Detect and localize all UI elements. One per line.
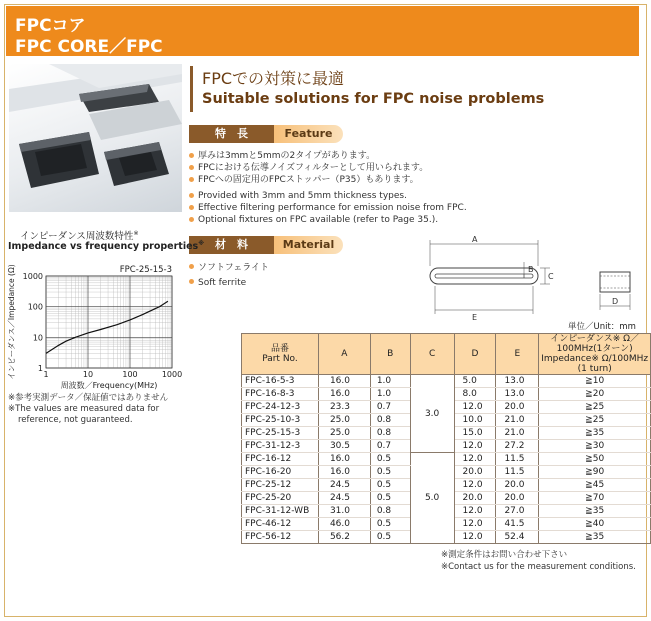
- feature-item: Provided with 3mm and 5mm thickness types.: [189, 190, 467, 202]
- cell-b: 0.7: [370, 440, 410, 453]
- left-note-line: ※The values are measured data for: [8, 404, 160, 414]
- cell-e: 41.5: [496, 518, 539, 531]
- cell-impedance: ≧10: [539, 375, 651, 388]
- cell-a: 31.0: [318, 505, 370, 518]
- cell-b: 0.8: [370, 505, 410, 518]
- cell-part-no: FPC-16-20: [242, 466, 319, 479]
- feature-section-bar: [189, 125, 343, 143]
- dim-label-a: A: [472, 235, 478, 244]
- right-note-line: ※Contact us for the measurement conditions.: [441, 561, 636, 572]
- cell-d: 20.0: [454, 466, 496, 479]
- cell-d: 15.0: [454, 427, 496, 440]
- cell-e: 20.0: [496, 479, 539, 492]
- x-tick-label: 1: [43, 370, 49, 379]
- cell-impedance: ≧45: [539, 479, 651, 492]
- left-note-line: reference, not guaranteed.: [18, 415, 133, 425]
- cell-e: 27.2: [496, 440, 539, 453]
- cell-part-no: FPC-24-12-3: [242, 401, 319, 414]
- cell-impedance: ≧25: [539, 401, 651, 414]
- page-header: [6, 6, 639, 56]
- x-tick-label: 1000: [161, 370, 183, 379]
- cell-part-no: FPC-46-12: [242, 518, 319, 531]
- cell-impedance: ≧20: [539, 388, 651, 401]
- intro-title-en: Suitable solutions for FPC noise problems: [202, 91, 545, 107]
- cell-part-no: FPC-16-8-3: [242, 388, 319, 401]
- cell-impedance: ≧35: [539, 427, 651, 440]
- right-note: [441, 550, 636, 573]
- dim-label-b: B: [528, 265, 534, 274]
- material-list: [189, 261, 269, 291]
- cell-b: 0.5: [370, 466, 410, 479]
- cell-part-no: FPC-31-12-WB: [242, 505, 319, 518]
- cell-a: 24.5: [318, 479, 370, 492]
- cell-b: 0.5: [370, 453, 410, 466]
- material-section-bar: [189, 236, 343, 254]
- cell-e: 27.0: [496, 505, 539, 518]
- feature-item: Optional fixtures on FPC available (refer to Page 35.).: [189, 214, 467, 226]
- title-jp: FPCコア: [15, 16, 86, 36]
- feature-item: 厚みは3mmと5mmの2タイプがあります。: [189, 150, 467, 162]
- y-tick-label: 1: [37, 364, 43, 373]
- cell-e: 13.0: [496, 388, 539, 401]
- impedance-title-jp: インピーダンス周波数特性※: [20, 229, 139, 242]
- cell-impedance: ≧35: [539, 505, 651, 518]
- cell-impedance: ≧25: [539, 414, 651, 427]
- cell-d: 12.0: [454, 518, 496, 531]
- unit-label: 単位／Unit：mm: [568, 322, 636, 332]
- material-item: Soft ferrite: [189, 276, 269, 291]
- material-label-jp: 材 料: [189, 236, 274, 254]
- cell-d: 20.0: [454, 492, 496, 505]
- material-label-en: Material: [274, 236, 343, 254]
- cell-impedance: ≧50: [539, 453, 651, 466]
- cell-e: 20.0: [496, 401, 539, 414]
- cell-d: 8.0: [454, 388, 496, 401]
- col-a: A: [318, 334, 370, 375]
- left-note: [8, 393, 168, 426]
- cell-part-no: FPC-25-15-3: [242, 427, 319, 440]
- title-accent-bar: [190, 66, 193, 112]
- plot-area: [46, 276, 172, 368]
- chart-title: FPC-25-15-3: [119, 265, 172, 275]
- cell-impedance: ≧30: [539, 440, 651, 453]
- right-note-line: ※測定条件はお問い合わせ下さい: [441, 550, 568, 560]
- table-row: [242, 375, 651, 388]
- feature-list: [189, 150, 467, 226]
- cell-e: 21.0: [496, 427, 539, 440]
- left-note-line: ※参考実測データ／保証値ではありません: [8, 393, 169, 403]
- chart-svg: [4, 262, 184, 392]
- cell-d: 5.0: [454, 375, 496, 388]
- cell-part-no: FPC-25-12: [242, 479, 319, 492]
- cell-part-no: FPC-16-5-3: [242, 375, 319, 388]
- cell-a: 16.0: [318, 375, 370, 388]
- y-axis-label: インピーダンス／Impedance (Ω): [7, 264, 16, 380]
- cell-a: 30.5: [318, 440, 370, 453]
- cell-b: 1.0: [370, 375, 410, 388]
- cell-e: 21.0: [496, 414, 539, 427]
- cell-impedance: ≧90: [539, 466, 651, 479]
- cell-a: 25.0: [318, 414, 370, 427]
- y-tick-label: 1000: [22, 272, 43, 281]
- cell-d: 12.0: [454, 479, 496, 492]
- cell-e: 11.5: [496, 453, 539, 466]
- cell-b: 0.5: [370, 518, 410, 531]
- table-row: [242, 453, 651, 466]
- cell-e: 20.0: [496, 492, 539, 505]
- intro-title-jp: FPCでの対策に最適: [202, 69, 345, 88]
- cell-a: 23.3: [318, 401, 370, 414]
- cell-d: 12.0: [454, 440, 496, 453]
- cell-a: 16.0: [318, 388, 370, 401]
- cell-b: 0.5: [370, 479, 410, 492]
- material-item: ソフトフェライト: [189, 261, 269, 276]
- cell-part-no: FPC-25-20: [242, 492, 319, 505]
- cell-c: 3.0: [410, 375, 454, 453]
- cell-a: 16.0: [318, 453, 370, 466]
- feature-item: FPCにおける伝導ノイズフィルターとして用いられます。: [189, 162, 467, 174]
- feature-label-jp: 特 長: [189, 125, 274, 143]
- cell-d: 12.0: [454, 401, 496, 414]
- cell-a: 24.5: [318, 492, 370, 505]
- cell-impedance: ≧40: [539, 518, 651, 531]
- cell-b: 1.0: [370, 388, 410, 401]
- cell-e: 13.0: [496, 375, 539, 388]
- x-tick-label: 10: [82, 370, 94, 379]
- y-tick-label: 100: [27, 302, 43, 312]
- cell-part-no: FPC-31-12-3: [242, 440, 319, 453]
- feature-label-en: Feature: [274, 125, 343, 143]
- product-photo: [9, 64, 182, 212]
- col-impedance: インピーダンス※ Ω／100MHz(1ターン) Impedance※ Ω/100MHz (1 turn): [539, 334, 651, 375]
- cell-b: 0.5: [370, 492, 410, 505]
- cell-d: 12.0: [454, 505, 496, 518]
- cell-part-no: FPC-56-12: [242, 531, 319, 544]
- dim-label-d: D: [612, 297, 619, 306]
- cell-b: 0.8: [370, 427, 410, 440]
- cell-d: 12.0: [454, 453, 496, 466]
- col-e: E: [496, 334, 539, 375]
- cell-b: 0.8: [370, 414, 410, 427]
- cell-d: 10.0: [454, 414, 496, 427]
- col-c: C: [410, 334, 454, 375]
- col-d: D: [454, 334, 496, 375]
- cell-part-no: FPC-25-10-3: [242, 414, 319, 427]
- cell-part-no: FPC-16-12: [242, 453, 319, 466]
- col-b: B: [370, 334, 410, 375]
- cell-impedance: ≧35: [539, 531, 651, 544]
- cell-a: 46.0: [318, 518, 370, 531]
- cell-c: 5.0: [410, 453, 454, 544]
- x-tick-label: 100: [122, 370, 138, 379]
- cell-impedance: ≧70: [539, 492, 651, 505]
- cell-a: 16.0: [318, 466, 370, 479]
- dimension-diagram: [420, 232, 640, 322]
- dim-label-e: E: [472, 313, 478, 322]
- cell-b: 0.5: [370, 531, 410, 544]
- impedance-title-en: Impedance vs frequency properties※: [8, 240, 205, 253]
- impedance-chart: [4, 262, 184, 392]
- cell-e: 11.5: [496, 466, 539, 479]
- cell-a: 56.2: [318, 531, 370, 544]
- feature-item: FPCへの固定用のFPCストッパー（P35）もあります。: [189, 174, 467, 186]
- y-tick-label: 10: [32, 333, 43, 343]
- feature-item: Effective filtering performance for emission noise from FPC.: [189, 202, 467, 214]
- x-axis-label: 周波数／Frequency(MHz): [60, 381, 158, 390]
- col-part: 品番 Part No.: [242, 334, 319, 375]
- spec-table: [241, 333, 651, 544]
- dim-label-c: C: [548, 272, 554, 281]
- cell-e: 52.4: [496, 531, 539, 544]
- cell-b: 0.7: [370, 401, 410, 414]
- cell-a: 25.0: [318, 427, 370, 440]
- cell-d: 12.0: [454, 531, 496, 544]
- title-en: FPC CORE／FPC: [15, 37, 163, 57]
